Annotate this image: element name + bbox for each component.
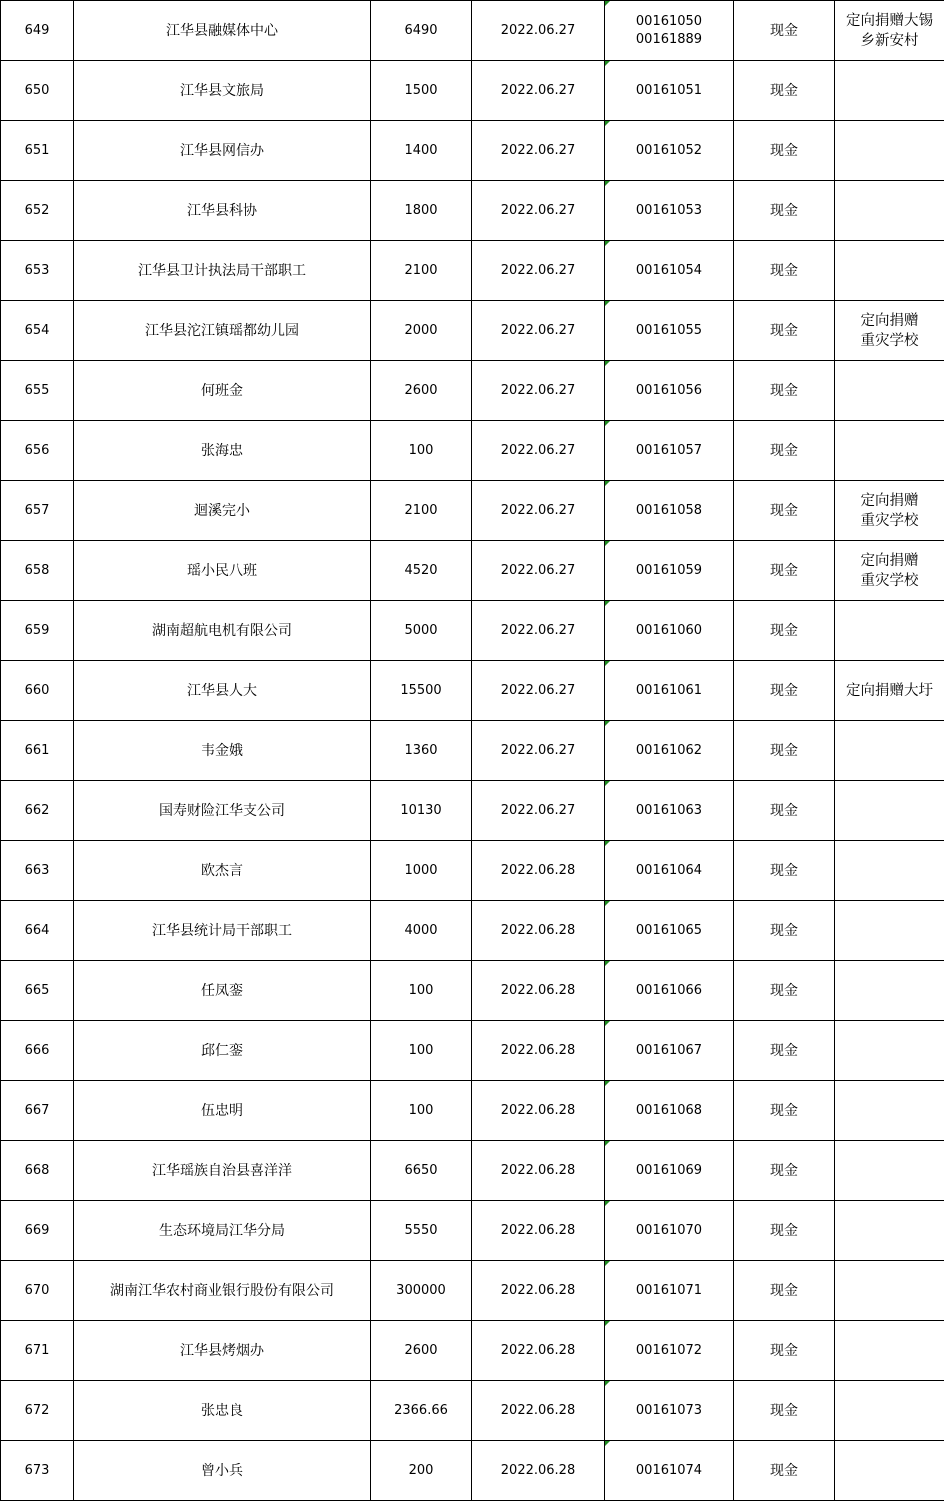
amount-cell: 100 — [371, 1021, 472, 1081]
amount-cell: 2100 — [371, 481, 472, 541]
table-row — [1, 781, 944, 841]
payment-method-cell: 现金 — [734, 601, 835, 661]
table-row — [1, 1441, 944, 1501]
note-cell — [835, 1021, 944, 1081]
row-number-cell: 665 — [1, 961, 74, 1021]
receipt-number: 00161064 — [635, 862, 703, 878]
receipt-number-cell — [605, 361, 734, 421]
donor-name-cell: 瑶小民八班 — [74, 541, 371, 601]
payment-method-cell: 现金 — [734, 121, 835, 181]
note-line: 定向捐赠 — [860, 312, 919, 329]
amount-cell: 200 — [371, 1441, 472, 1501]
receipt-number: 00161060 — [635, 622, 703, 638]
payment-method-cell: 现金 — [734, 1081, 835, 1141]
note-line: 乡新安村 — [860, 32, 919, 49]
amount-cell: 100 — [371, 1081, 472, 1141]
amount-cell: 1000 — [371, 841, 472, 901]
receipt-number: 00161052 — [635, 142, 703, 158]
date-cell: 2022.06.28 — [472, 841, 605, 901]
receipt-number-cell — [605, 1, 734, 61]
amount-cell: 300000 — [371, 1261, 472, 1321]
note-cell — [835, 421, 944, 481]
amount-cell: 1800 — [371, 181, 472, 241]
amount-cell: 1500 — [371, 61, 472, 121]
table-row — [1, 421, 944, 481]
date-cell: 2022.06.28 — [472, 1441, 605, 1501]
table-row — [1, 961, 944, 1021]
amount-cell: 4000 — [371, 901, 472, 961]
donor-name-cell: 江华县沱江镇瑶都幼儿园 — [74, 301, 371, 361]
donor-name-cell: 江华县卫计执法局干部职工 — [74, 241, 371, 301]
date-cell: 2022.06.27 — [472, 361, 605, 421]
amount-cell: 100 — [371, 421, 472, 481]
date-cell: 2022.06.27 — [472, 601, 605, 661]
date-cell: 2022.06.27 — [472, 421, 605, 481]
donor-name-cell: 何班金 — [74, 361, 371, 421]
row-number-cell: 660 — [1, 661, 74, 721]
table-row — [1, 541, 944, 601]
amount-cell: 6650 — [371, 1141, 472, 1201]
receipt-number-cell — [605, 1441, 734, 1501]
receipt-number-cell — [605, 61, 734, 121]
receipt-number-cell — [605, 1141, 734, 1201]
note-cell — [835, 1141, 944, 1201]
payment-method-cell: 现金 — [734, 1021, 835, 1081]
donor-name-cell: 邱仁銮 — [74, 1021, 371, 1081]
amount-cell: 5000 — [371, 601, 472, 661]
date-cell: 2022.06.28 — [472, 1321, 605, 1381]
payment-method-cell: 现金 — [734, 361, 835, 421]
receipt-number-cell — [605, 1021, 734, 1081]
note-line: 重灾学校 — [860, 512, 919, 529]
row-number-cell: 664 — [1, 901, 74, 961]
receipt-number: 00161061 — [635, 682, 703, 698]
receipt-number-cell — [605, 421, 734, 481]
row-number-cell: 655 — [1, 361, 74, 421]
payment-method-cell: 现金 — [734, 961, 835, 1021]
note-cell — [835, 361, 944, 421]
receipt-number: 00161071 — [635, 1282, 703, 1298]
donor-name-cell: 江华县文旅局 — [74, 61, 371, 121]
note-line: 定向捐赠 — [860, 552, 919, 569]
row-number-cell: 654 — [1, 301, 74, 361]
date-cell: 2022.06.27 — [472, 721, 605, 781]
receipt-number: 00161066 — [635, 982, 703, 998]
date-cell: 2022.06.28 — [472, 1021, 605, 1081]
donor-name-cell: 湖南超航电机有限公司 — [74, 601, 371, 661]
payment-method-cell: 现金 — [734, 1441, 835, 1501]
receipt-number: 00161058 — [635, 502, 703, 518]
receipt-number: 00161050 — [635, 13, 703, 29]
row-number-cell: 650 — [1, 61, 74, 121]
note-cell — [835, 901, 944, 961]
receipt-number: 00161074 — [635, 1462, 703, 1478]
receipt-number: 00161072 — [635, 1342, 703, 1358]
receipt-number: 00161056 — [635, 382, 703, 398]
amount-cell: 2366.66 — [371, 1381, 472, 1441]
table-row — [1, 1201, 944, 1261]
payment-method-cell: 现金 — [734, 301, 835, 361]
donor-name-cell: 韦金娥 — [74, 721, 371, 781]
note-cell — [835, 1, 944, 61]
note-cell — [835, 241, 944, 301]
amount-cell: 5550 — [371, 1201, 472, 1261]
row-number-cell: 671 — [1, 1321, 74, 1381]
amount-cell: 15500 — [371, 661, 472, 721]
amount-cell: 4520 — [371, 541, 472, 601]
receipt-number-cell — [605, 481, 734, 541]
receipt-number-cell — [605, 1081, 734, 1141]
payment-method-cell: 现金 — [734, 721, 835, 781]
receipt-number-cell — [605, 721, 734, 781]
note-cell — [835, 541, 944, 601]
receipt-number-cell — [605, 1321, 734, 1381]
table-row — [1, 721, 944, 781]
note-cell — [835, 481, 944, 541]
date-cell: 2022.06.28 — [472, 961, 605, 1021]
receipt-number-cell — [605, 181, 734, 241]
table-row — [1, 661, 944, 721]
date-cell: 2022.06.28 — [472, 1081, 605, 1141]
receipt-number: 00161068 — [635, 1102, 703, 1118]
note-cell — [835, 841, 944, 901]
note-cell — [835, 1381, 944, 1441]
payment-method-cell: 现金 — [734, 541, 835, 601]
date-cell: 2022.06.27 — [472, 481, 605, 541]
row-number-cell: 662 — [1, 781, 74, 841]
note-cell — [835, 961, 944, 1021]
donor-name-cell: 江华瑶族自治县喜洋洋 — [74, 1141, 371, 1201]
payment-method-cell: 现金 — [734, 241, 835, 301]
table-row — [1, 841, 944, 901]
receipt-number-cell — [605, 1381, 734, 1441]
receipt-number: 00161053 — [635, 202, 703, 218]
amount-cell: 2600 — [371, 1321, 472, 1381]
date-cell: 2022.06.27 — [472, 661, 605, 721]
row-number-cell: 651 — [1, 121, 74, 181]
receipt-number: 00161065 — [635, 922, 703, 938]
row-number-cell: 663 — [1, 841, 74, 901]
row-number-cell: 670 — [1, 1261, 74, 1321]
note-cell — [835, 721, 944, 781]
receipt-number-cell — [605, 121, 734, 181]
note-cell — [835, 661, 944, 721]
amount-cell: 1400 — [371, 121, 472, 181]
donor-name-cell: 江华县科协 — [74, 181, 371, 241]
table-row — [1, 1081, 944, 1141]
date-cell: 2022.06.27 — [472, 121, 605, 181]
row-number-cell: 666 — [1, 1021, 74, 1081]
table-body — [1, 1, 944, 1501]
amount-cell: 100 — [371, 961, 472, 1021]
receipt-number: 00161889 — [635, 31, 703, 47]
receipt-number: 00161051 — [635, 82, 703, 98]
receipt-number: 00161062 — [635, 742, 703, 758]
row-number-cell: 659 — [1, 601, 74, 661]
payment-method-cell: 现金 — [734, 661, 835, 721]
donor-name-cell: 江华县烤烟办 — [74, 1321, 371, 1381]
note-cell — [835, 1081, 944, 1141]
date-cell: 2022.06.27 — [472, 1, 605, 61]
note-cell — [835, 1321, 944, 1381]
amount-cell: 10130 — [371, 781, 472, 841]
table-row — [1, 481, 944, 541]
payment-method-cell: 现金 — [734, 61, 835, 121]
note-cell — [835, 1441, 944, 1501]
payment-method-cell: 现金 — [734, 1321, 835, 1381]
payment-method-cell: 现金 — [734, 421, 835, 481]
table-row — [1, 361, 944, 421]
donor-name-cell: 迴溪完小 — [74, 481, 371, 541]
receipt-number: 00161057 — [635, 442, 703, 458]
donor-name-cell: 湖南江华农村商业银行股份有限公司 — [74, 1261, 371, 1321]
row-number-cell: 656 — [1, 421, 74, 481]
donor-name-cell: 江华县融媒体中心 — [74, 1, 371, 61]
row-number-cell: 652 — [1, 181, 74, 241]
note-cell — [835, 301, 944, 361]
date-cell: 2022.06.28 — [472, 1201, 605, 1261]
receipt-number: 00161073 — [635, 1402, 703, 1418]
table-row — [1, 301, 944, 361]
receipt-number: 00161067 — [635, 1042, 703, 1058]
payment-method-cell: 现金 — [734, 1261, 835, 1321]
table-row — [1, 1141, 944, 1201]
receipt-number-cell — [605, 541, 734, 601]
table-row — [1, 1261, 944, 1321]
amount-cell: 2600 — [371, 361, 472, 421]
date-cell: 2022.06.28 — [472, 1141, 605, 1201]
date-cell: 2022.06.27 — [472, 301, 605, 361]
receipt-number-cell — [605, 1201, 734, 1261]
date-cell: 2022.06.27 — [472, 61, 605, 121]
donor-name-cell: 张忠良 — [74, 1381, 371, 1441]
receipt-number-cell — [605, 1261, 734, 1321]
row-number-cell: 669 — [1, 1201, 74, 1261]
table-row — [1, 121, 944, 181]
row-number-cell: 672 — [1, 1381, 74, 1441]
date-cell: 2022.06.28 — [472, 1261, 605, 1321]
row-number-cell: 667 — [1, 1081, 74, 1141]
table-row — [1, 601, 944, 661]
donor-name-cell: 生态环境局江华分局 — [74, 1201, 371, 1261]
donor-name-cell: 张海忠 — [74, 421, 371, 481]
note-line: 重灾学校 — [860, 572, 919, 589]
table-row — [1, 241, 944, 301]
table-row — [1, 1, 944, 61]
amount-cell: 1360 — [371, 721, 472, 781]
date-cell: 2022.06.27 — [472, 781, 605, 841]
table-row — [1, 181, 944, 241]
note-line: 定向捐赠大圩 — [846, 682, 933, 699]
date-cell: 2022.06.27 — [472, 241, 605, 301]
row-number-cell: 668 — [1, 1141, 74, 1201]
date-cell: 2022.06.27 — [472, 541, 605, 601]
receipt-number: 00161070 — [635, 1222, 703, 1238]
receipt-number-cell — [605, 601, 734, 661]
note-cell — [835, 781, 944, 841]
row-number-cell: 653 — [1, 241, 74, 301]
receipt-number: 00161063 — [635, 802, 703, 818]
receipt-number-cell — [605, 661, 734, 721]
receipt-number-cell — [605, 901, 734, 961]
payment-method-cell: 现金 — [734, 1, 835, 61]
payment-method-cell: 现金 — [734, 1201, 835, 1261]
payment-method-cell: 现金 — [734, 1381, 835, 1441]
row-number-cell: 657 — [1, 481, 74, 541]
donor-name-cell: 任凤銮 — [74, 961, 371, 1021]
donor-name-cell: 伍忠明 — [74, 1081, 371, 1141]
payment-method-cell: 现金 — [734, 481, 835, 541]
date-cell: 2022.06.28 — [472, 1381, 605, 1441]
donor-name-cell: 江华县人大 — [74, 661, 371, 721]
donor-name-cell: 国寿财险江华支公司 — [74, 781, 371, 841]
note-cell — [835, 601, 944, 661]
table-row — [1, 1021, 944, 1081]
payment-method-cell: 现金 — [734, 181, 835, 241]
note-cell — [835, 121, 944, 181]
row-number-cell: 649 — [1, 1, 74, 61]
date-cell: 2022.06.27 — [472, 181, 605, 241]
payment-method-cell: 现金 — [734, 1141, 835, 1201]
donor-name-cell: 江华县网信办 — [74, 121, 371, 181]
row-number-cell: 661 — [1, 721, 74, 781]
receipt-number-cell — [605, 961, 734, 1021]
row-number-cell: 673 — [1, 1441, 74, 1501]
note-cell — [835, 181, 944, 241]
amount-cell: 6490 — [371, 1, 472, 61]
note-cell — [835, 1261, 944, 1321]
note-cell — [835, 61, 944, 121]
payment-method-cell: 现金 — [734, 781, 835, 841]
date-cell: 2022.06.28 — [472, 901, 605, 961]
row-number-cell: 658 — [1, 541, 74, 601]
note-line: 定向捐赠 — [860, 492, 919, 509]
receipt-number: 00161069 — [635, 1162, 703, 1178]
table-row — [1, 61, 944, 121]
table-row — [1, 1381, 944, 1441]
receipt-number-cell — [605, 301, 734, 361]
amount-cell: 2100 — [371, 241, 472, 301]
receipt-number-cell — [605, 841, 734, 901]
note-cell — [835, 1201, 944, 1261]
amount-cell: 2000 — [371, 301, 472, 361]
donor-name-cell: 江华县统计局干部职工 — [74, 901, 371, 961]
table-row — [1, 901, 944, 961]
receipt-number: 00161059 — [635, 562, 703, 578]
receipt-number-cell — [605, 241, 734, 301]
receipt-number-cell — [605, 781, 734, 841]
payment-method-cell: 现金 — [734, 901, 835, 961]
donor-name-cell: 曾小兵 — [74, 1441, 371, 1501]
receipt-number: 00161054 — [635, 262, 703, 278]
donor-name-cell: 欧杰言 — [74, 841, 371, 901]
note-line: 定向捐赠大锡 — [846, 12, 933, 29]
payment-method-cell: 现金 — [734, 841, 835, 901]
receipt-number: 00161055 — [635, 322, 703, 338]
note-line: 重灾学校 — [860, 332, 919, 349]
table-row — [1, 1321, 944, 1381]
